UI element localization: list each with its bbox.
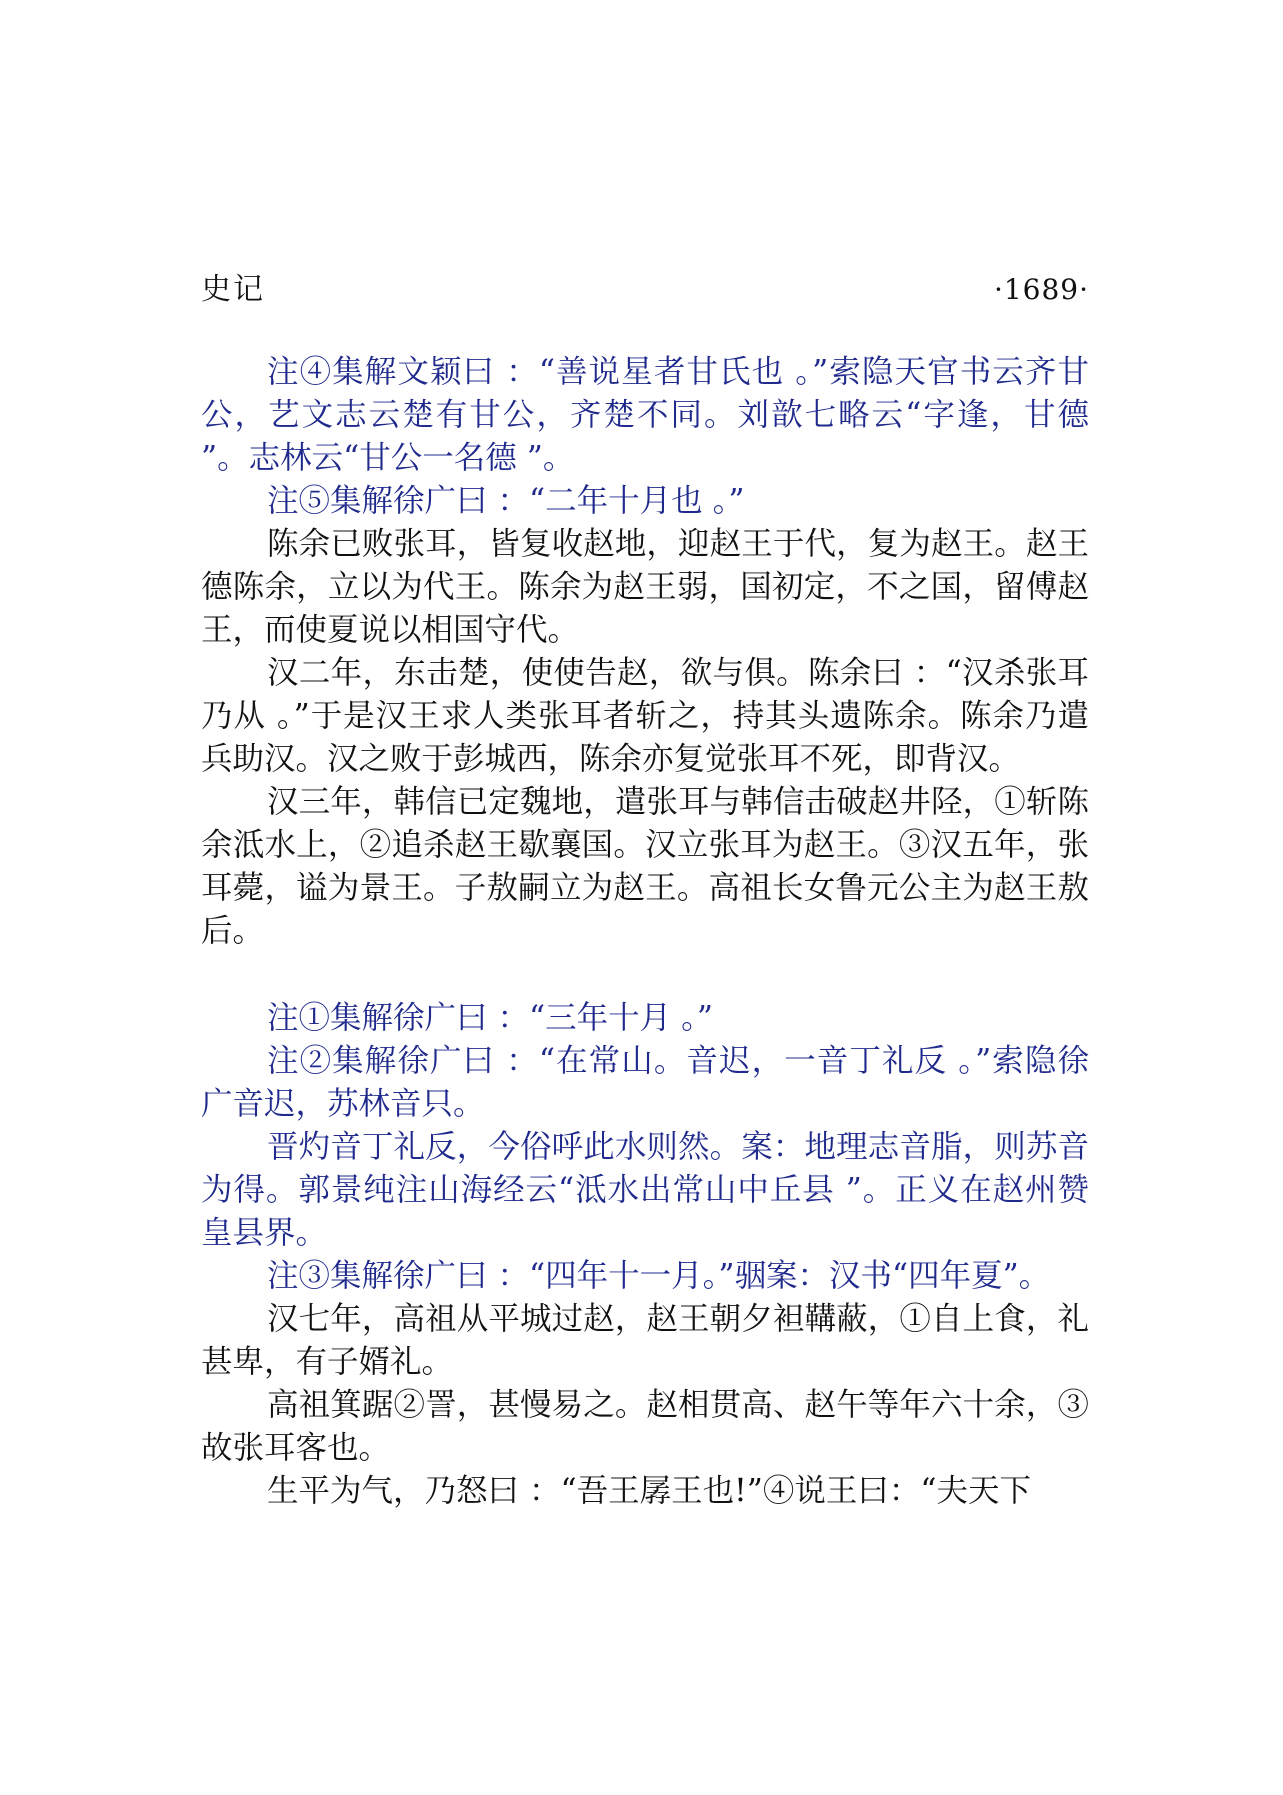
body-paragraph: 汉三年，韩信已定魏地，遣张耳与韩信击破赵井陉，①斩陈余泜水上，②追杀赵王歇襄国。汉立张耳为赵王。③汉五年，张耳薨，谥为景王。子敖嗣立为赵王。高祖长女鲁元公主为赵王敖后。 <box>201 784 1089 949</box>
page-number: ·1689· <box>993 273 1089 306</box>
annotation-paragraph: 注①集解徐广曰 ：“三年十月 。” <box>267 1000 713 1036</box>
body-paragraph: 生平为气，乃怒曰 ：“吾王孱王也!”④说王曰：“夫天下 <box>267 1473 1031 1509</box>
annotation-paragraph: 注②集解徐广曰 ：“在常山。音迟，一音丁礼反 。”索隐徐广音迟，苏林音只。 <box>201 1043 1089 1122</box>
annotation-paragraph: 注③集解徐广曰 ：“四年十一月。”骃案：汉书“四年夏”。 <box>267 1258 1051 1294</box>
text-section-1 <box>201 351 1089 953</box>
body-paragraph: 汉二年，东击楚，使使告赵，欲与俱。陈余曰 ：“汉杀张耳乃从 。”于是汉王求人类张耳者斩之，持其头遗陈余。陈余乃遣兵助汉。汉之败于彭城西，陈余亦复觉张耳不死，即背汉。 <box>201 655 1089 777</box>
annotation-paragraph: 注⑤集解徐广曰 ：“二年十月也 。” <box>267 483 745 519</box>
body-paragraph: 高祖箕踞②詈，甚慢易之。赵相贯高、赵午等年六十余，③故张耳客也。 <box>201 1387 1089 1466</box>
annotation-paragraph: 晋灼音丁礼反，今俗呼此水则然。案：地理志音脂，则苏音为得。郭景纯注山海经云“泜水出常山中丘县 ”。正义在赵州赞皇县界。 <box>201 1129 1089 1251</box>
annotation-paragraph: 注④集解文颖曰 ：“善说星者甘氏也 。”索隐天官书云齐甘公，艺文志云楚有甘公，齐楚不同。刘歆七略云“字逢，甘德 ”。志林云“甘公一名德 ”。 <box>201 354 1089 476</box>
page-header <box>201 268 1089 312</box>
text-section-2 <box>201 997 1089 1513</box>
book-title: 史记 <box>201 272 265 307</box>
body-paragraph: 汉七年，高祖从平城过赵，赵王朝夕袒鞲蔽，①自上食，礼甚卑，有子婿礼。 <box>201 1301 1089 1380</box>
body-paragraph: 陈余已败张耳，皆复收赵地，迎赵王于代，复为赵王。赵王德陈余，立以为代王。陈余为赵王弱，国初定，不之国，留傅赵王，而使夏说以相国守代。 <box>201 526 1089 648</box>
